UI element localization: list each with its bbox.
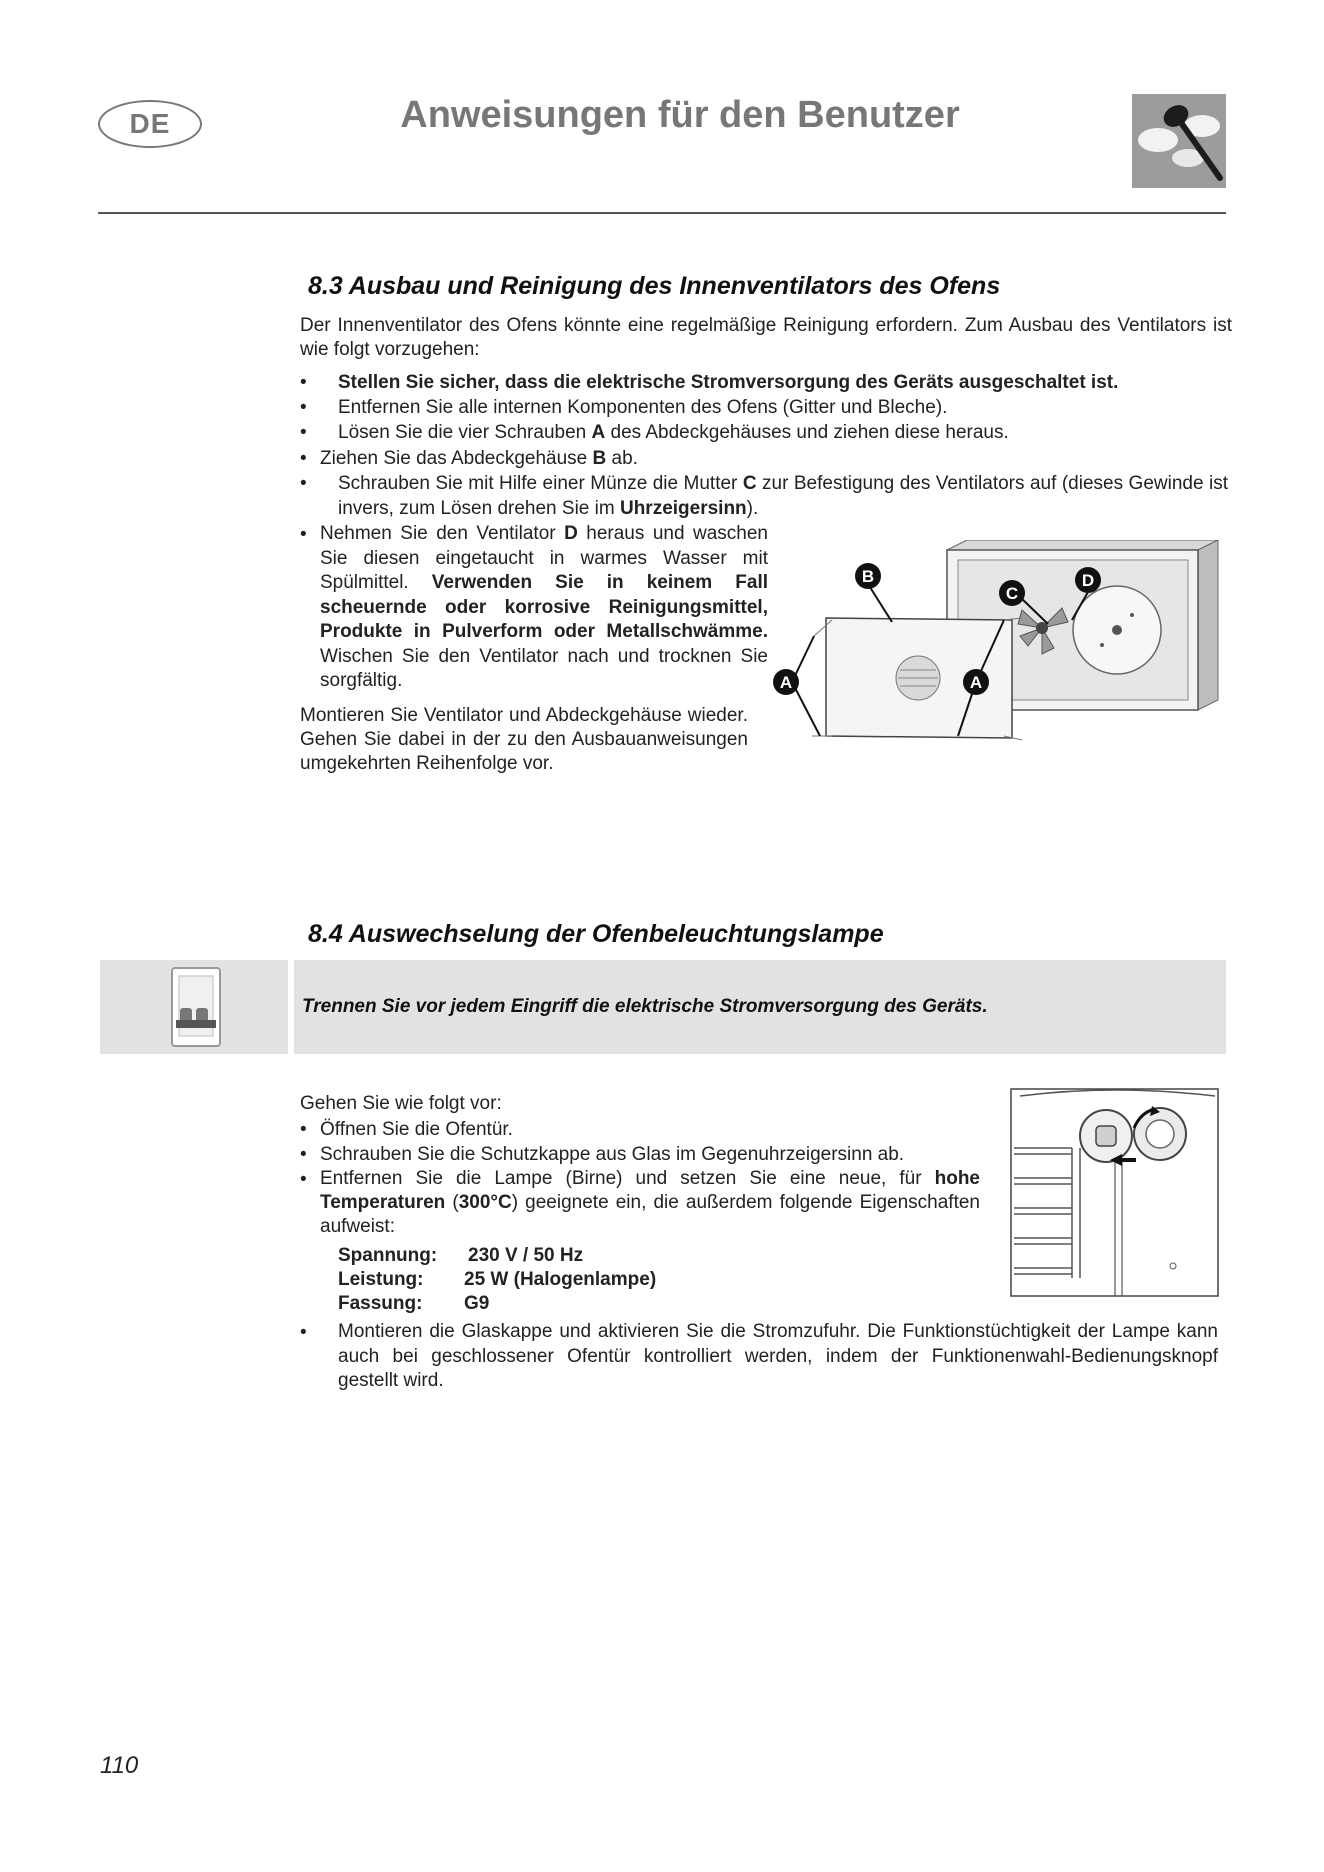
spec-value: 230 V / 50 Hz [468,1245,584,1266]
bullet-dot: • [300,448,307,469]
bullet-text: Stellen Sie sicher, dass die elektrische Stromversorgung des Geräts ausgeschaltet ist. [338,372,1119,393]
warning-icon-box [100,960,288,1054]
spec-label: Fassung: [338,1293,423,1314]
label-a-right: A [969,673,983,692]
page-title: Anweisungen für den Benutzer [400,94,960,136]
bullet-dot: • [300,1119,307,1140]
spec-label: Leistung: [338,1269,424,1290]
label-d: D [1081,571,1095,590]
label-c: C [1005,584,1019,603]
bullet-dot: • [300,1322,307,1343]
spec-row [338,1292,489,1316]
label-a-left: A [779,673,793,692]
section-8-3-outro: Montieren Sie Ventilator und Abdeckgehäuse wieder. Gehen Sie dabei in der zu den Ausbauanweisungen umgekehrten Reihenfolge vor. [300,705,748,774]
chef-spoon-icon [1132,94,1226,188]
bullet-dot: • [300,473,307,494]
bullet-text: Ziehen Sie das Abdeckgehäuse B ab. [320,448,638,469]
bullet-text: Entfernen Sie alle internen Komponenten des Ofens (Gitter und Bleche). [338,397,948,418]
spec-value: 25 W (Halogenlampe) [464,1269,657,1290]
section-8-3-heading: 8.3 Ausbau und Reinigung des Innenventilators des Ofens [308,272,1001,300]
section-8-4-heading: 8.4 Auswechselung der Ofenbeleuchtungslampe [308,920,884,948]
warning-text: Trennen Sie vor jedem Eingriff die elektrische Stromversorgung des Geräts. [302,996,988,1017]
spec-label: Spannung: [338,1245,438,1266]
bullet-text: Öffnen Sie die Ofentür. [320,1119,513,1140]
page-number: 110 [100,1752,139,1779]
bullet-dot: • [300,372,307,393]
oven-lamp-diagram [1010,1088,1220,1298]
label-b: B [861,567,875,586]
language-badge [98,100,202,148]
power-socket-icon [166,964,226,1050]
bullet-dot: • [300,1169,307,1190]
bullet-dot: • [300,524,307,545]
bullet-dot: • [300,1144,307,1165]
bullet-text: Lösen Sie die vier Schrauben A des Abdeckgehäuses und ziehen diese heraus. [338,422,1009,443]
bullet-text: Schrauben Sie die Schutzkappe aus Glas im Gegenuhrzeigersinn ab. [320,1144,905,1165]
bullet-text: Montieren die Glaskappe und aktivieren Sie die Stromzufuhr. Die Funktionstüchtigkeit der Lampe kann auch bei geschlossener Ofentür kontrolliert werden, indem der Funktionenwahl-Bedienungsknopf gestellt wird. [338,1321,1218,1391]
spec-value: G9 [464,1293,490,1314]
language-code: DE [129,108,171,139]
spec-row [338,1244,583,1268]
bullet-text: Entfernen Sie die Lampe (Birne) und setzen Sie eine neue, für hohe Temperaturen (300°C) geeignete ein, die außerdem folgende Eigenschaften aufweist: [320,1168,980,1237]
bullet-text: Nehmen Sie den Ventilator D heraus und waschen Sie diesen eingetaucht in warmes Wasser mit Spülmittel. Verwenden Sie in keinem Fall scheuernde oder korrosive Reinigungsmittel, Produkte in Pulverform oder Metallschwämme. Wischen Sie den Ventilator nach und trocknen Sie sorgfältig. [320,523,769,691]
header-divider [98,212,1226,214]
section-8-3-intro: Der Innenventilator des Ofens könnte eine regelmäßige Reinigung erfordern. Zum Ausbau des Ventilators ist wie folgt vorzugehen: [300,315,1232,360]
spec-row [338,1268,656,1292]
bullet-text: Schrauben Sie mit Hilfe einer Münze die Mutter C zur Befestigung des Ventilators auf (dieses Gewinde ist invers, zum Lösen drehen Sie im Uhrzeigersinn). [338,473,1228,519]
section-8-4-intro: Gehen Sie wie folgt vor: [300,1093,502,1114]
bullet-dot: • [300,397,307,418]
bullet-dot: • [300,422,307,443]
fan-removal-diagram [772,540,1224,750]
